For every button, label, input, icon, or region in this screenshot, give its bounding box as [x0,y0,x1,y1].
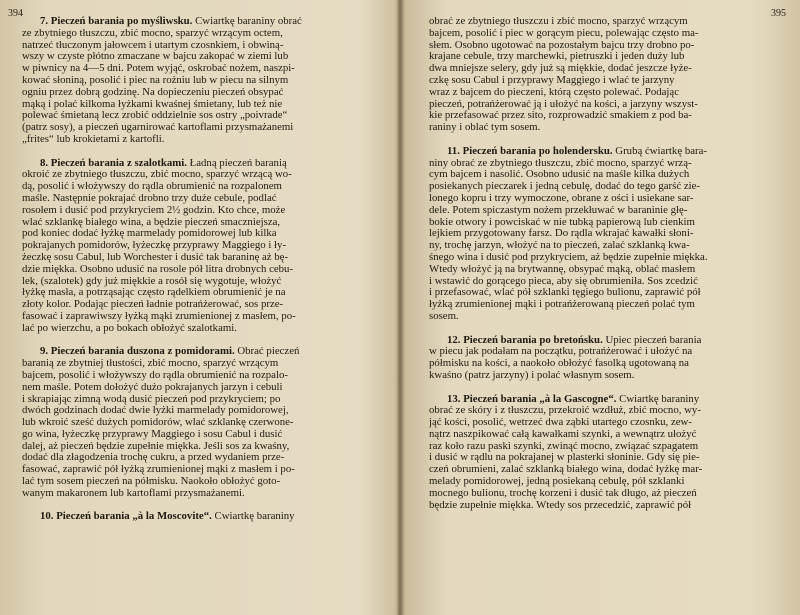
recipe-title: 8. Pieczeń barania z szalotkami. [40,157,187,169]
text-line: łyżką zrumienionej mąki i potrańżerowaną pieczeń polać tym [429,299,695,311]
text-line: sosem. [429,310,459,322]
text-line: mocnego bulionu, trochę korzeni i dusić tak długo, aż pieczeń [429,487,697,499]
text-line: bajcem, posolić i włożywszy do rądla obrumienić na rozpalo- [22,369,288,381]
text-line: polewać śmietaną lecz zrobić oddzielnie sos ostry „poivrade“ [22,110,288,122]
text-line: natrzeć tłuczonym jałowcem i utartym czosnkiem, i obwiną- [22,39,284,51]
text-line: mąką i polać kilkoma łyżkami kwaśnej śmietany, lub też nie [22,98,283,110]
text-line: żeczkę sosu Cabul, lub Worchester i dusić tak baraninę aż bę- [22,251,289,263]
left-page [0,0,399,615]
right-column-text [429,16,785,511]
recipe-text: Ćwiartkę baraniny obrać [192,16,302,27]
text-line: wraz z bajcem do pieczeni, którą często polewać. Podając [429,86,680,98]
recipe-text: Grubą ćwiartkę bara- [612,145,707,157]
recipe-heading-line [429,335,785,347]
text-line: kie przefasować przez sito, rozprowadzić smakiem z pod ba- [429,110,692,122]
paragraph-gap [22,335,379,347]
recipe-title: 10. Pieczeń barania „à la Moscovite“. [40,511,212,523]
text-line: pieczeń, potrańżerować ją i ułożyć na kości, a jarzyny wszyst- [429,98,698,110]
text-line: raz koło razu paski szynki, zwinąć mocno, związać szpagatem [429,440,699,452]
text-line: lać po wierzchu, a po bokach obłożyć szalotkami. [22,322,237,334]
text-line: go wina, łyżeczkę przyprawy Maggiego i sosu Cabul i dusić [22,428,283,440]
text-line: „frites“ lub krokietami z kartofli. [22,133,165,145]
page-number-left: 394 [8,8,23,19]
recipe-text: Ćwiartkę baraniny [211,511,295,523]
text-line: baranią ze zbytniej tłustości, zbić mocno, sparzyć wrzącym [22,358,279,370]
recipe-text: Ładną pieczeń baranią [186,157,287,169]
text-line: fasować, zaprawić pół łyżką zrumienionej mąki z masłem i po- [22,464,295,476]
text-line: bajcem, posolić i piec w gorącym piecu, polewając często ma- [429,27,699,39]
text-line: jąć kości, posolić, wetrzeć dwa ząbki utartego czosnku, zew- [429,417,692,429]
text-line: w piecu jak podałam na początku, potrańżerować i ułożyć na [429,346,693,358]
text-line: lejkiem przygotowany farsz. Do rądla wkrajać kawałki słoni- [429,228,694,240]
text-line: dodać dla złagodzenia trochę cukru, a przed wydaniem prze- [22,452,285,464]
recipe-title: 9. Pieczeń barania duszona z pomidorami. [40,346,235,358]
text-line: melady pomidorowej, jedną posiekaną cebulę, pół szklanki [429,476,685,488]
left-column-text [22,16,379,523]
paragraph-gap [429,382,785,394]
recipe-title: 13. Pieczeń barania „à la Gascogne“. [447,393,617,405]
text-line: i dusić w rądlu na pokrajanej w plasterki słoninie. Gdy się pie- [429,452,700,464]
text-line: wlać szklankę białego wina, a będzie pieczeń smaczniejsza, [22,216,281,228]
text-line: nem maśle. Potem dołożyć dużo pokrajanych jarzyn i cebuli [22,381,283,393]
paragraph-gap [22,146,379,158]
text-line: Wtedy włożyć ją na brytwannę, obsypać mąką, oblać masłem [429,263,696,275]
text-line: złoty kolor. Podając pieczeń ładnie potrańżerować, sos prze- [22,299,284,311]
recipe-heading-line [22,16,379,28]
text-line: kować słoniną, posolić i piec na rożniu lub w piecu na silnym [22,74,289,86]
recipe-heading-line [22,511,379,523]
text-line: pokrajanych pomidorów, łyżeczkę przyprawy Maggiego i ły- [22,240,287,252]
text-line: słem. Osobno ugotować na pozostałym bajcu trzy drobno po- [429,39,695,51]
text-line: dwa mniejsze selery, gdy już są miękkie, dodać jeszcze łyże- [429,63,692,75]
paragraph-gap [429,323,785,335]
recipe-heading-line [22,346,379,358]
text-line: lub wkroić sześć dużych pomidorów, wlać szklankę czerwone- [22,417,294,429]
text-line: wszy w czyste płótno zmaczane w bajcu zakopać w ziemi lub [22,51,289,63]
text-line: lać tym sosem pieczeń na półmisku. Naokoło obłożyć goto- [22,476,281,488]
text-line: w piwnicy na 4—5 dni. Potem wyjąć, oskrobać nożem, naszpi- [22,63,295,75]
text-line: lonego kopru i trzy wymoczone, obrane z ości i usiekane sar- [429,192,694,204]
text-line: i skrapiając zimną wodą dusić pieczeń pod przykryciem; po [22,393,281,405]
text-line: (patrz sosy), a pieczeń ugarnirować kartoflami przysmażanemi [22,122,294,134]
text-line: obrać ze skóry i z tłuszczu, przekroić wzdłuż, zbić mocno, wy- [429,405,701,417]
recipe-title: 11. Pieczeń barania po holendersku. [447,145,613,157]
text-line: wanym makaronem lub kartoflami przysmażanemi. [22,487,245,499]
text-line: ny, trochę jarzyn, włożyć na to pieczeń, zalać szklanką kwa- [429,240,690,252]
text-line: maśle. Następnie pokrajać drobno trzy duże cebule, podlać [22,192,277,204]
text-line: posiekanych pieczarek i jedną cebulę, dodać do tego garść zie- [429,181,700,193]
text-line: pod koniec dodać łyżkę marmelady pomidorowej lub kilka [22,228,277,240]
text-line: i wstawić do gorącego pieca, aby się obrumieniła. Sos zcedzić [429,275,698,287]
text-line: raniny i oblać tym sosem. [429,122,541,134]
recipe-title: 7. Pieczeń barania po myśliwsku. [40,16,193,27]
text-line: cym bajcem i nasolić. Osobno udusić na maśle kilka dużych [429,169,690,181]
recipe-heading-line [429,146,785,158]
text-line: dele. Potem spiczastym nożem przekłuwać w baraninie głę- [429,204,688,216]
text-line: lek, (szalotek) gdy już miękkie a rosół się wygotuje, włożyć [22,275,282,287]
right-page [401,0,800,615]
text-line: czeń obrumieni, zalać szklanką białego wina, dodać łyżkę mar- [429,464,703,476]
text-line: dą, posolić i włożywszy do rądla obrumienić na rozpalonem [22,181,282,193]
text-line: nątrz naszpikować całą kawałkami szynki, a wewnątrz ułożyć [429,428,697,440]
text-line: kwaśno (patrz jarzyny) i polać własnym sosem. [429,369,635,381]
text-line: rosołem i dusić pod przykryciem 2½ godzin. Kto chce, może [22,204,286,216]
text-line: dzie miękka. Osobno udusić na rosole pół litra drobnych cebu- [22,263,294,275]
text-line: bokie otwory i powciskać w nie tubką papierową lub cienkim [429,216,695,228]
recipe-heading-line [22,158,379,170]
recipe-heading-line [429,394,785,406]
text-line: będzie zupełnie miękka. Wtedy sos przecedzić, zaprawić pół [429,499,692,511]
paragraph-gap [429,134,785,146]
text-line: czkę sosu Cabul i przyprawy Maggiego i wlać te jarzyny [429,74,675,86]
text-line: obrać ze zbytniego tłuszczu i zbić mocno, sparzyć wrzącym [429,16,688,27]
text-line: ze zbytniego tłuszczu, zbić mocno, sparzyć wrzącym octem, [22,27,283,39]
text-line: łyżkę masła, a potrząsając często rądelkiem obrumienić je na [22,287,286,299]
paragraph-gap [22,500,379,512]
text-line: i przefasować, wlać pół szklanki tęgiego bulionu, zaprawić pół [429,287,701,299]
text-line: fasować i zaprawiwszy łyżką mąki zrumienionej z masłem, po- [22,310,296,322]
text-line: niny obrać ze zbytniego tłuszczu, zbić mocno, sparzyć wrzą- [429,157,692,169]
page-number-right: 395 [771,8,786,19]
text-line: śnego wina i dusić pod przykryciem, aż będzie zupełnie miękka. [429,251,708,263]
text-line: okroić ze zbytniego tłuszczu, zbić mocno, sparzyć wrzącą wo- [22,169,292,181]
text-line: półmisku na kości, a naokoło obłożyć fasolką ugotowaną na [429,358,689,370]
text-line: dwóch godzinach dodać dwie łyżki marmelady pomidorowej, [22,405,289,417]
text-line: dalej, aż pieczeń będzie zupełnie miękka. Jeśli sos za kwaśny, [22,440,290,452]
text-line: ogniu przez dobrą godzinę. Na dopieczeniu pieczeń obsypać [22,86,284,98]
recipe-title: 12. Pieczeń barania po bretońsku. [447,334,603,346]
recipe-text: Ćwiartkę baraniny [616,393,700,405]
text-line: krajane cebule, trzy marchewki, pietruszki i jeden duży lub [429,51,685,63]
recipe-text: Upiec pieczeń barania [602,334,702,346]
recipe-text: Obrać pieczeń [234,346,300,358]
